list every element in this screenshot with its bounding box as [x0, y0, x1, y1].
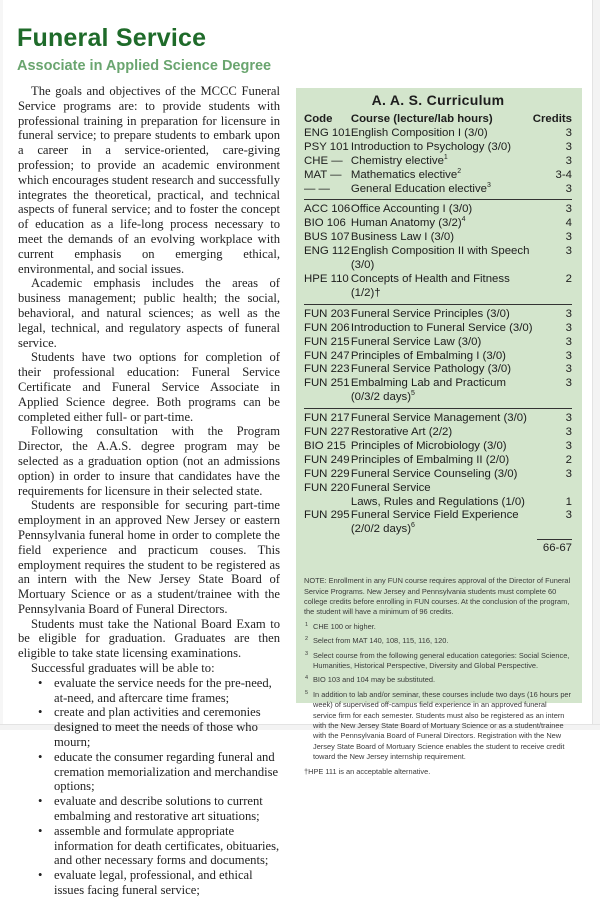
curriculum-notes [304, 576, 572, 777]
course-name: Office Accounting I (3/0) [350, 203, 473, 216]
list-item: • educate the consumer regarding funeral and cremation memorialization and merchandise options; [38, 749, 279, 794]
course-code: FUN 229 [304, 467, 350, 480]
paragraph-outcomes-intro: Successful graduates will be able to: [31, 661, 215, 676]
table-row [304, 127, 572, 141]
course-credits: 3 [565, 426, 572, 439]
course-name-cell [351, 155, 533, 169]
course-credits: 3 [565, 182, 572, 195]
divider-line [304, 304, 572, 305]
body-text-column [18, 84, 280, 898]
course-name-cell [351, 169, 533, 183]
footnote-marker: 1 [443, 153, 448, 161]
course-name: Funeral Service [350, 481, 431, 494]
course-credits: 2 [565, 453, 572, 466]
curriculum-rows [304, 127, 572, 556]
course-credits: 3 [565, 509, 572, 522]
course-code: BUS 107 [304, 231, 350, 244]
course-credits: 3 [565, 321, 572, 334]
course-name: Concepts of Health and Fitness (1/2)† [350, 272, 510, 299]
course-name-cell [351, 127, 533, 141]
course-credits: 3 [565, 439, 572, 452]
table-row [304, 273, 572, 301]
course-code: MAT — [304, 168, 342, 181]
curriculum-panel [296, 88, 582, 776]
course-code: CHE — [304, 154, 343, 167]
course-credits: 4 [565, 217, 572, 230]
column-header-course: Course (lecture/lab hours) [350, 113, 493, 125]
footnote-text: Select from MAT 140, 108, 115, 116, 120. [313, 636, 449, 646]
table-row [304, 141, 572, 155]
course-name-cell [351, 308, 533, 322]
total-credits: 66-67 [537, 539, 572, 556]
course-name-cell [351, 183, 533, 197]
outcomes-list [18, 676, 280, 898]
footnote-mark: 2 [305, 636, 309, 643]
course-name-cell [351, 468, 533, 482]
footnote-marker: 5 [411, 390, 415, 398]
course-code: FUN 220 [304, 481, 350, 494]
table-row [304, 509, 572, 537]
paragraph-options: Students have two options for completion of their professional education: Funeral Service Certificate and Funeral Service Associate in Applied Science degree. Both programs can be completed either full- or part-time. [18, 350, 280, 424]
table-row [304, 440, 572, 454]
course-code: ENG 101 [304, 126, 351, 139]
course-name-cell [351, 454, 533, 468]
bullet-icon: • [38, 794, 43, 809]
bullet-icon: • [38, 675, 43, 690]
course-name-cell [351, 350, 533, 364]
bullet-icon: • [38, 823, 43, 838]
course-name-cell [351, 336, 533, 350]
course-code: HPE 110 [304, 272, 349, 285]
table-row [304, 426, 572, 440]
footnote [304, 622, 572, 632]
table-row [304, 482, 572, 496]
group-divider [304, 405, 572, 412]
footnote-mark: 5 [305, 689, 309, 696]
enrollment-note: NOTE: Enrollment in any FUN course requires approval of the Director of Funeral Service Programs. New Jersey and Pennsylvania students must complete 60 college credits before enrolling in FUN courses. At the conclusion of the program, the student will have a minimum of 96 credits. [304, 576, 571, 617]
course-name-cell [351, 217, 533, 231]
course-name: Mathematics elective [350, 168, 458, 181]
page-title: Funeral Service [17, 24, 207, 52]
group-divider [304, 196, 572, 203]
table-row [304, 350, 572, 364]
course-name: Introduction to Psychology (3/0) [350, 140, 512, 153]
list-item: • assemble and formulate appropriate information for death certificates, obituaries, and other necessary forms and documents; [38, 823, 280, 868]
course-credits: 3 [565, 467, 572, 480]
course-credits: 3 [565, 245, 572, 258]
course-credits: 3 [565, 335, 572, 348]
table-row [304, 245, 572, 273]
course-name: Human Anatomy (3/2) [350, 217, 462, 230]
course-name-cell [351, 245, 533, 273]
dagger-note: †HPE 111 is an acceptable alternative. [304, 766, 431, 776]
course-name: Business Law I (3/0) [350, 231, 455, 244]
course-name: Funeral Service Pathology (3/0) [350, 363, 512, 376]
course-name: General Education elective [350, 182, 487, 195]
page-left-edge [0, 0, 3, 730]
course-name-cell [351, 426, 533, 440]
footnote [304, 690, 572, 763]
column-header-code: Code [304, 113, 333, 125]
course-code: FUN 251 [304, 377, 350, 390]
course-code: PSY 101 [304, 140, 349, 153]
footnote-marker: 3 [487, 181, 491, 189]
list-item: • create and plan activities and ceremonies designed to meet the needs of those who mourn; [38, 705, 261, 750]
bullet-icon: • [38, 749, 43, 764]
curriculum-title: A. A. S. Curriculum [371, 92, 505, 108]
page-right-edge [592, 0, 600, 730]
course-credits: 3 [565, 140, 572, 153]
table-row [304, 231, 572, 245]
table-row [304, 412, 572, 426]
list-item: • evaluate legal, professional, and ethical issues facing funeral service; [38, 868, 253, 898]
course-name-cell [351, 231, 533, 245]
course-code: FUN 215 [304, 335, 350, 348]
divider-line [304, 199, 572, 200]
course-name-cell [351, 377, 533, 405]
curriculum-table [304, 113, 572, 556]
course-credits: 3 [565, 363, 572, 376]
course-code: FUN 217 [304, 412, 350, 425]
course-code: — — [304, 182, 330, 195]
course-credits: 3 [565, 377, 572, 390]
table-row [304, 336, 572, 350]
course-credits: 3 [565, 349, 572, 362]
paragraph-goals: The goals and objectives of the MCCC Funeral Service programs are: to provide students with professional training in preparation for licensure in funeral service; to prepare students to embark upon a career in a service-oriented, care-giving profession; to provide an academic environment which encourages student research and successfully integrates the theoretical, practical, and technical aspects of funeral service; and to foster the concept of education as a life-long process necessary to meet the demands of an evolving workplace with current emphasis on emerging ethical, environmental, and social issues. [18, 84, 280, 276]
course-name-cell [351, 141, 533, 155]
paragraph-employment: Students are responsible for securing part-time employment in an approved New Jersey or eastern Pennsylvania funeral home in order to complete the field experience and practicum couses. This employment requires the student to be registered as an intern with the New Jersey State Board of Mortuary Science or as a student/trainee with the Pennsylvania Board of Funeral Directors. [18, 498, 280, 616]
course-name: Funeral Service Principles (3/0) [350, 307, 510, 320]
course-code [304, 496, 351, 510]
paragraph-program-director: Following consultation with the Program Director, the A.A.S. degree program may be selected as a graduation option (not an admissions option) in order to insure that candidates have the requirements for licensure in their selected state. [18, 424, 280, 498]
course-name-cell [351, 482, 533, 496]
course-name-cell [351, 440, 533, 454]
course-code: FUN 249 [304, 453, 350, 466]
table-row [304, 308, 572, 322]
footnote [304, 675, 572, 685]
footnote-marker: 4 [461, 216, 466, 224]
list-item: • evaluate and describe solutions to current embalming and restorative art situations; [38, 794, 263, 824]
course-name: Introduction to Funeral Service (3/0) [350, 321, 533, 334]
course-credits: 2 [565, 272, 572, 285]
course-name-cell [351, 509, 533, 537]
table-row [304, 363, 572, 377]
course-name-cell [351, 412, 533, 426]
table-row [304, 169, 572, 183]
course-name-cell [351, 322, 533, 336]
course-code: FUN 223 [304, 363, 350, 376]
course-credits: 3 [565, 154, 572, 167]
table-row [304, 454, 572, 468]
course-credits: 3 [565, 126, 572, 139]
paragraph-board-exam: Students must take the National Board Exam to be eligible for graduation. Graduates are then eligible to take state licensing examinations. [18, 616, 280, 661]
course-name: English Composition I (3/0) [350, 126, 488, 139]
course-name: Funeral Service Management (3/0) [350, 412, 527, 425]
course-code: BIO 106 [304, 217, 346, 230]
course-name: Chemistry elective [350, 154, 444, 167]
course-code: FUN 227 [304, 426, 350, 439]
list-item: • evaluate the service needs for the pre-need, at-need, and aftercare time frames; [38, 675, 272, 705]
course-name-cell [351, 363, 533, 377]
course-name: Principles of Embalming I (3/0) [350, 349, 506, 362]
course-credits: 3-4 [555, 168, 572, 181]
course-name: Funeral Service Counseling (3/0) [350, 467, 518, 480]
column-header-credits: Credits [532, 113, 572, 125]
divider-line [304, 408, 572, 409]
course-code: BIO 215 [304, 439, 346, 452]
course-name: Principles of Microbiology (3/0) [350, 439, 507, 452]
bullet-icon: • [38, 705, 43, 720]
course-name-cell [351, 496, 533, 510]
course-credits: 3 [565, 203, 572, 216]
page-subtitle: Associate in Applied Science Degree [17, 58, 272, 74]
footnote-text: In addition to lab and/or seminar, these courses include two days (16 hours per week) of supervised off-campus field experience in an approved funeral service firm for each semester. Students must also be registered as an intern with the New Jersey State Board of Mortuary Science or as a student/trainee with the Pennsylvania Board of Funeral Directors. Registration with the New Jersey State Board of Mortuary Science enables the student to receive credit toward the New Jersey internship requirement. [313, 689, 572, 762]
table-row [304, 217, 572, 231]
course-name: English Composition II with Speech (3/0) [350, 245, 530, 272]
table-row [304, 183, 572, 197]
footnote-text: Select course from the following general education categories: Social Science, Humanities, Historical Perspective, Diversity and Global Perspective. [313, 650, 570, 671]
footnote-mark: 4 [305, 675, 309, 682]
course-name: Restorative Art (2/2) [350, 426, 453, 439]
course-name: Laws, Rules and Regulations (1/0) [350, 495, 525, 508]
course-code: FUN 203 [304, 307, 350, 320]
footnote-marker: 6 [411, 522, 415, 530]
course-credits [533, 482, 572, 496]
footnote [304, 636, 572, 646]
footnote-marker: 2 [457, 167, 462, 175]
course-name-cell [351, 273, 533, 301]
bullet-icon: • [38, 868, 43, 883]
course-code: ENG 112 [304, 245, 351, 258]
table-row [304, 468, 572, 482]
course-name: Funeral Service Field Experience (2/0/2 days) [350, 509, 519, 536]
paragraph-academic-emphasis: Academic emphasis includes the areas of business management; public health; the social, behavioral, and natural sciences; as well as the legal, technical, and regulatory aspects of funeral service. [18, 276, 280, 350]
course-credits: 3 [565, 412, 572, 425]
course-code: FUN 247 [304, 349, 350, 362]
footnote-text: CHE 100 or higher. [313, 621, 376, 631]
footnote-mark: 3 [305, 650, 309, 657]
table-row [304, 322, 572, 336]
table-header-row [304, 113, 572, 127]
course-name: Principles of Embalming II (2/0) [350, 453, 510, 466]
course-code: FUN 206 [304, 321, 350, 334]
course-name: Funeral Service Law (3/0) [350, 335, 482, 348]
course-credits: 1 [565, 495, 572, 508]
footnote-text: BIO 103 and 104 may be substituted. [313, 675, 436, 685]
course-code: ACC 106 [304, 203, 351, 216]
table-row [304, 203, 572, 217]
course-credits: 3 [565, 231, 572, 244]
group-divider [304, 301, 572, 308]
course-credits: 3 [565, 307, 572, 320]
footnote [304, 651, 572, 672]
table-row [304, 496, 572, 510]
course-name-cell [351, 203, 533, 217]
footnote-mark: 1 [305, 621, 309, 628]
table-row [304, 155, 572, 169]
table-row [304, 377, 572, 405]
total-row [304, 537, 572, 556]
course-name: Embalming Lab and Practicum (0/3/2 days) [350, 377, 506, 404]
course-code: FUN 295 [304, 509, 350, 522]
footnotes-list [304, 622, 572, 763]
